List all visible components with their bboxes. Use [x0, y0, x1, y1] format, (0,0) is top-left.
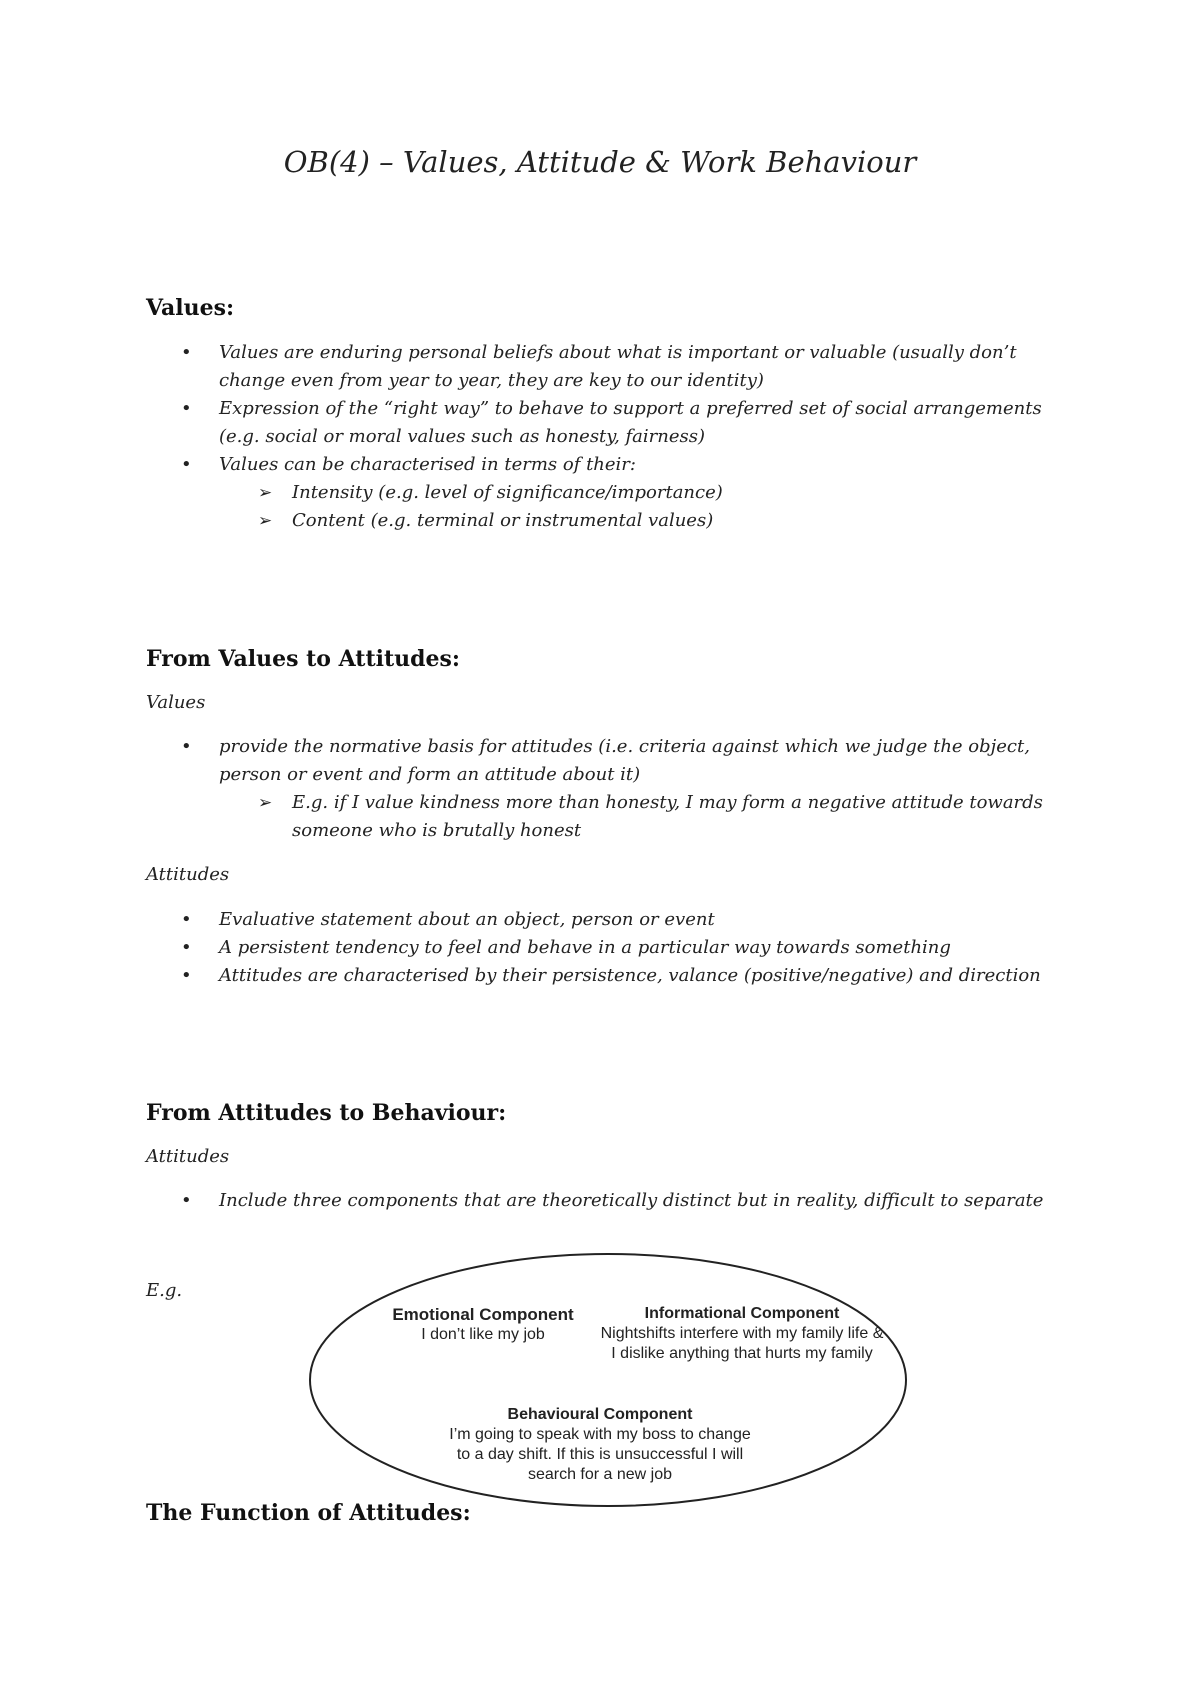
- components-list: [146, 1187, 1076, 1215]
- heading-function-of-attitudes: The Function of Attitudes:: [146, 1500, 471, 1526]
- label-attitudes: Attitudes: [146, 864, 230, 885]
- list-item: • Expression of the “right way” to behave to support a preferred set of social arrangements (e.g. social or moral values such as honesty, fairness): [146, 395, 1076, 451]
- label-attitudes-2: Attitudes: [146, 1146, 230, 1167]
- label-values: Values: [146, 692, 206, 713]
- emotional-component-text: I don’t like my job: [421, 1326, 545, 1343]
- sub-list-item: ➢ Intensity (e.g. level of significance/importance): [146, 479, 1076, 507]
- list-item: • A persistent tendency to feel and behave in a particular way towards something: [146, 934, 1076, 962]
- list-item: • provide the normative basis for attitudes (i.e. criteria against which we judge the object, person or event and form an attitude about it): [146, 733, 1076, 789]
- attitude-components-diagram: [305, 1250, 915, 1510]
- attitudes-list: [146, 906, 1076, 990]
- behavioural-component-title: Behavioural Component: [507, 1406, 693, 1423]
- values-basis-list: [146, 733, 1076, 845]
- behavioural-component-text: I’m going to speak with my boss to change to a day shift. If this is unsuccessful I will search for a new job: [449, 1426, 751, 1483]
- emotional-component-title: Emotional Component: [392, 1305, 574, 1324]
- informational-component-text: Nightshifts interfere with my family life & I dislike anything that hurts my family: [600, 1325, 884, 1362]
- informational-component-title: Informational Component: [644, 1305, 840, 1322]
- sub-list-item: ➢ E.g. if I value kindness more than honesty, I may form a negative attitude towards someone who is brutally honest: [146, 789, 1076, 845]
- list-item: • Attitudes are characterised by their persistence, valance (positive/negative) and direction: [146, 962, 1076, 990]
- heading-values-to-attitudes: From Values to Attitudes:: [146, 646, 461, 672]
- informational-component: [597, 1304, 887, 1364]
- values-list: [146, 339, 1076, 535]
- list-item: • Evaluative statement about an object, person or event: [146, 906, 1076, 934]
- list-item: • Values are enduring personal beliefs about what is important or valuable (usually don’t change even from year to year, they are key to our identity): [146, 339, 1076, 395]
- emotional-component: [373, 1305, 593, 1345]
- heading-attitudes-to-behaviour: From Attitudes to Behaviour:: [146, 1100, 507, 1126]
- behavioural-component: [445, 1405, 755, 1485]
- page-title: OB(4) – Values, Attitude & Work Behaviour: [283, 145, 917, 179]
- list-item: • Include three components that are theoretically distinct but in reality, difficult to separate: [146, 1187, 1076, 1215]
- sub-list-item: ➢ Content (e.g. terminal or instrumental values): [146, 507, 1076, 535]
- list-item: • Values can be characterised in terms of their:: [146, 451, 1076, 479]
- label-eg: E.g.: [146, 1280, 183, 1301]
- heading-values: Values:: [146, 295, 235, 321]
